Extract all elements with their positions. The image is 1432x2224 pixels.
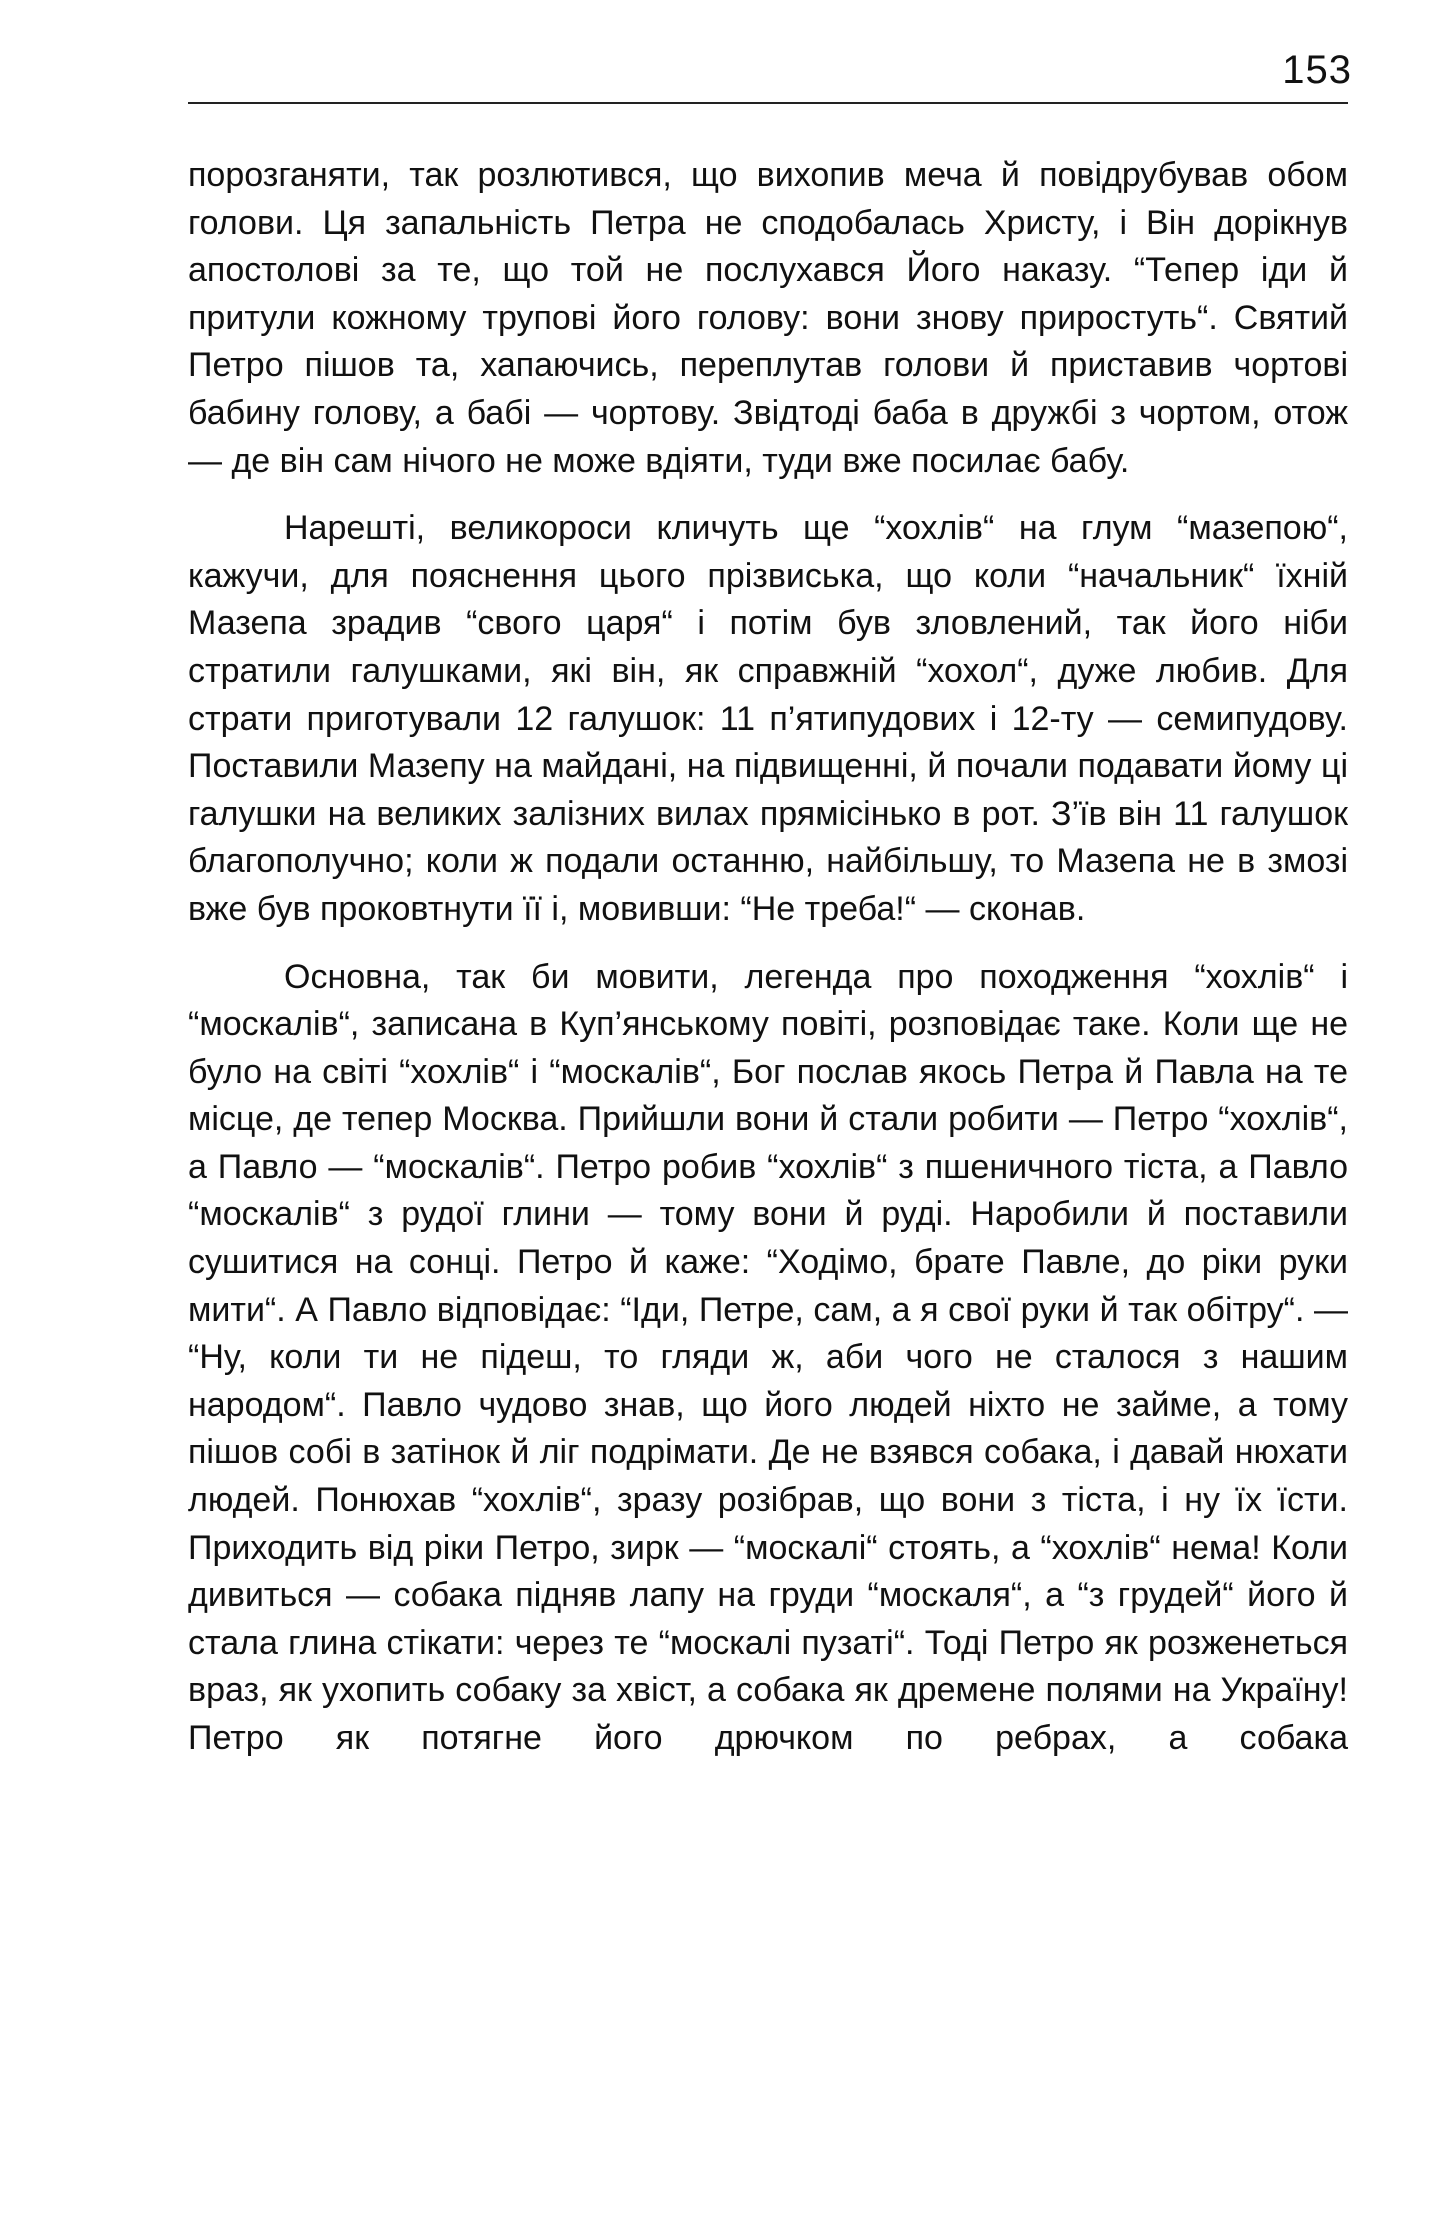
paragraph-legend: Основна, так би мовити, легенда про походження “хохлів“ і “москалів“, записана в Куп’янському повіті, розповідає таке. Коли ще не було на світі “хохлів“ і “москалів“, Бог послав якось Петра й Павла на те місце, де тепер Москва. Прийшли вони й стали робити — Петро “хохлів“, а Павло — “москалів“. Петро робив “хохлів“ з пшеничного тіста, а Павло “москалів“ з рудої глини — тому вони й руді. Наробили й поставили сушитися на сонці. Петро й каже: “Ходімо, брате Павле, до ріки руки мити“. А Павло відповідає: “Іди, Петре, сам, а я свої руки й так обітру“. — “Ну, коли ти не підеш, то гляди ж, аби чого не сталося з нашим народом“. Павло чудово знав, що його людей ніхто не займе, а тому пішов собі в затінок й ліг подрімати. Де не взявся собака, і давай нюхати людей. Понюхав “хохлів“, зразу розібрав, що вони з тіста, і ну їх їсти. Приходить від ріки Петро, зирк — “москалі“ стоять, а “хохлів“ нема! Коли дивиться — собака підняв лапу на груди “москаля“, а “з грудей“ його й стала глина стікати: через те “москалі пузаті“. Тоді Петро як розженеться враз, як ухопить собаку за хвіст, а собака як дремене полями на Україну! Петро як потягне його дрючком по ребрах, а собака <box>188 957 1348 1757</box>
paragraph-mazepa: Нарешті, великороси кличуть ще “хохлів“ на глум “мазепою“, кажучи, для пояснення цього прізвиська, що коли “начальник“ їхній Мазепа зрадив “свого царя“ і потім був зловлений, так його ніби стратили галушками, які він, як справжній “хохол“, дуже любив. Для страти приготували 12 галушок: 11 п’ятипудових і 12-ту — семипудову. Поставили Мазепу на майдані, на підвищенні, й почали подавати йому ці галушки на великих залізних вилах прямісінько в рот. З’їв він 11 галушок благополучно; коли ж подали останню, найбільшу, то Мазепа не в змозі вже був проковтнути її і, мовивши: “Не треба!“ — сконав. <box>188 509 1348 928</box>
page-number: 153 <box>1282 48 1352 92</box>
text-body <box>188 152 1348 1763</box>
header-rule <box>188 102 1348 104</box>
paragraph-continued: порозганяти, так розлютився, що вихопив меча й повідрубував обом голови. Ця запальність Петра не сподобалась Христу, і Він дорікнув апостолові за те, що той не послухався Його наказу. “Тепер іди й притули кожному трупові його голову: вони знову приростуть“. Святий Петро пішов та, хапаючись, переплутав голови й приставив чортові бабину голову, а бабі — чортову. Звідтоді баба в дружбі з чортом, отож — де він сам нічого не може вдіяти, туди вже посилає бабу. <box>188 156 1348 480</box>
